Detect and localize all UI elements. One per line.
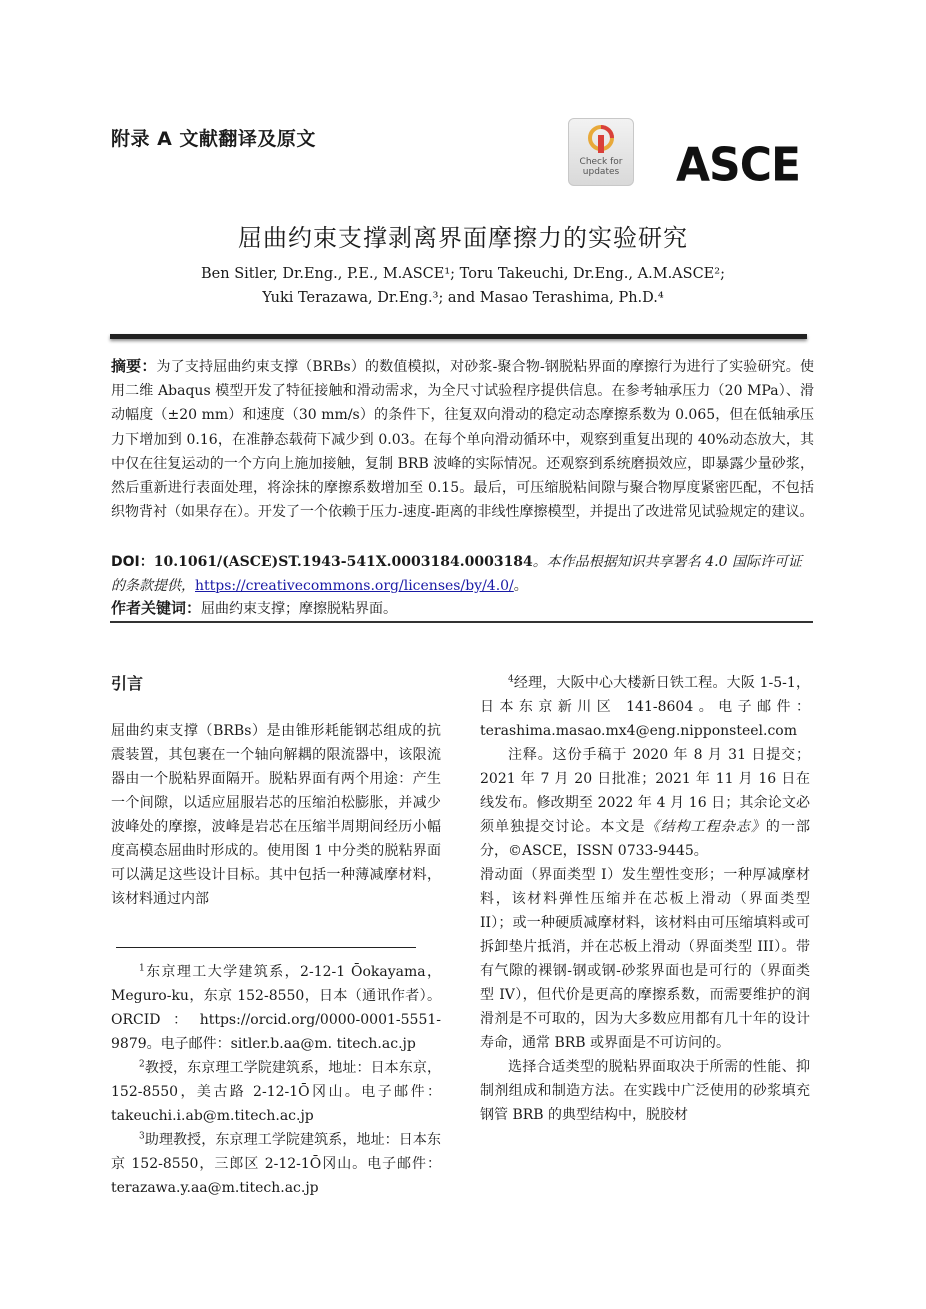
fn3-num: 3 — [139, 1131, 145, 1142]
keywords — [111, 597, 397, 620]
authors-line-1: Ben Sitler, Dr.Eng., P.E., M.ASCE¹; Toru Takeuchi, Dr.Eng., A.M.ASCE²; — [201, 266, 725, 282]
footnote-2 — [111, 1056, 441, 1128]
note-post: 的一部分，©ASCE，ISSN 0733-9445。 — [480, 819, 811, 859]
doi-label: DOI： — [111, 554, 154, 570]
note-pre: 注释。这份手稿于 2020 年 8 月 31 日提交；2021 年 7 月 20 日批准；2021 年 11 月 16 日在线发布。修改期至 2022 年 4 月 16 日；其余论文必须单独提交讨论。本文是 — [480, 747, 810, 835]
fn2-num: 2 — [139, 1059, 145, 1070]
article-title: 屈曲约束支撑剥离界面摩擦力的实验研究 — [238, 224, 688, 252]
header-divider — [110, 334, 807, 339]
appendix-title: 附录 A 文献翻译及原文 — [111, 128, 316, 150]
footnote-3 — [111, 1128, 441, 1200]
abstract — [111, 354, 814, 524]
license-link[interactable]: https://creativecommons.org/licenses/by/4.0/ — [195, 578, 514, 595]
abstract-label: 摘要： — [111, 357, 157, 375]
fn3-text: 助理教授，东京理工学院建筑系，地址：日本东京 152-8550，三郎区 2-12-1Ō冈山。电子邮件：terazawa.y.aa@m.titech.ac.jp — [111, 1132, 441, 1196]
asce-logo: ASCE — [676, 138, 801, 193]
author-list — [0, 262, 926, 310]
fn2-text: 教授，东京理工学院建筑系，地址：日本东京，152-8550，美古路 2-12-1Ō冈山。电子邮件：takeuchi.i.ab@m.titech.ac.jp — [111, 1060, 441, 1124]
journal-name: 《结构工程杂志》 — [645, 819, 766, 835]
abstract-text: 为了支持屈曲约束支撑（BRBs）的数值模拟，对砂浆-聚合物-钢脱粘界面的摩擦行为进行了实验研究。使用二维 Abaqus 模型开发了特征接触和滑动需求，为全尺寸试验程序提供信息。在参考轴承压力（20 MPa）、滑动幅度（±20 mm）和速度（30 mm/s）的条件下，往复双向滑动的稳定动态摩擦系数为 0.065，但在低轴承压力下增加到 0.16，在准静态载荷下减少到 0.03。在每个单向滑动循环中，观察到重复出现的 40%动态放大，其中仅在往复运动的一个方向上施加接触，复制 BRB 波峰的实际情况。还观察到系统磨损效应，即暴露少量砂浆，然后重新进行表面处理，将涂抹的摩擦系数增加至 0.15。最后，可压缩脱粘间隙与聚合物厚度紧密匹配，不包括织物背衬（如果存在）。开发了一个依赖于压力-速度-距离的非线性摩擦模型，并提出了改进常见试验规定的建议。 — [111, 359, 814, 521]
badge-text: Check for updates — [579, 157, 623, 177]
doi-line — [111, 550, 814, 598]
check-for-updates-badge[interactable] — [568, 118, 634, 186]
footnote-1 — [111, 960, 441, 1056]
end-punct: 。 — [513, 578, 528, 595]
keywords-text: 屈曲约束支撑；摩擦脱粘界面。 — [201, 601, 398, 617]
body-paragraph-2: 选择合适类型的脱粘界面取决于所需的性能、抑制剂组成和制造方法。在实践中广泛使用的砂浆填充钢管 BRB 的典型结构中，脱胶材 — [480, 1059, 810, 1123]
footnote-4 — [480, 671, 810, 743]
intro-body: 屈曲约束支撑（BRBs）是由锥形耗能钢芯组成的抗震装置，其包裹在一个轴向解耦的限流器中，该限流器由一个脱粘界面隔开。脱粘界面有两个用途：产生一个间隙，以适应屈服岩芯的压缩泊松膨胀，并减少波峰处的摩擦，波峰是岩芯在压缩半周期间经历小幅度高模态屈曲时形成的。使用图 1 中分类的脱粘界面可以满足这些设计目标。其中包括一种薄减摩材料，该材料通过内部 — [111, 723, 441, 907]
authors-line-2: Yuki Terazawa, Dr.Eng.³; and Masao Terashima, Ph.D.⁴ — [262, 290, 664, 306]
check-for-updates-icon — [587, 125, 615, 155]
body-paragraph-1: 滑动面（界面类型 I）发生塑性变形；一种厚减摩材料，该材料弹性压缩并在芯板上滑动（界面类型 II）；或一种硬质减摩材料，该材料由可压缩填料或可拆卸垫片抵消，并在芯板上滑动（界面类型 III）。带有气隙的裸钢-钢或钢-砂浆界面也是可行的（界面类型 IV），但代价是更高的摩擦系数，而需要维护的润滑剂是不可取的，因为大多数应用都有几十年的设计寿命，通常 BRB 或界面是不可访问的。 — [480, 867, 810, 1051]
footnote-divider — [116, 947, 416, 948]
license-text: 。本作品根据知识共享署名 4.0 国际许可证的条款提供， — [111, 554, 802, 595]
keywords-label: 作者关键词： — [111, 599, 202, 617]
doi-value[interactable]: 10.1061/(ASCE)ST.1943-541X.0003184.0003184 — [153, 554, 533, 570]
submission-note — [480, 743, 810, 863]
right-column — [480, 671, 810, 1127]
fn1-text: 东京理工大学建筑系，2-12-1 Ōokayama，Meguro-ku，东京 152-8550，日本（通讯作者）。ORCID：https://orcid.org/0000-0001-5551-9879。电子邮件：sitler.b.aa@m. titech.ac.jp — [111, 964, 441, 1052]
fn1-num: 1 — [139, 963, 145, 974]
keywords-divider — [110, 621, 813, 623]
fn4-num: 4 — [508, 674, 514, 685]
fn4-text: 经理，大阪中心大楼新日铁工程。大阪 1-5-1，日本东京新川区 141-8604。电子邮件：terashima.masao.mx4@eng.nipponsteel.com — [480, 675, 810, 739]
section-heading: 引言 — [111, 674, 144, 693]
footnotes-left — [111, 960, 441, 1200]
